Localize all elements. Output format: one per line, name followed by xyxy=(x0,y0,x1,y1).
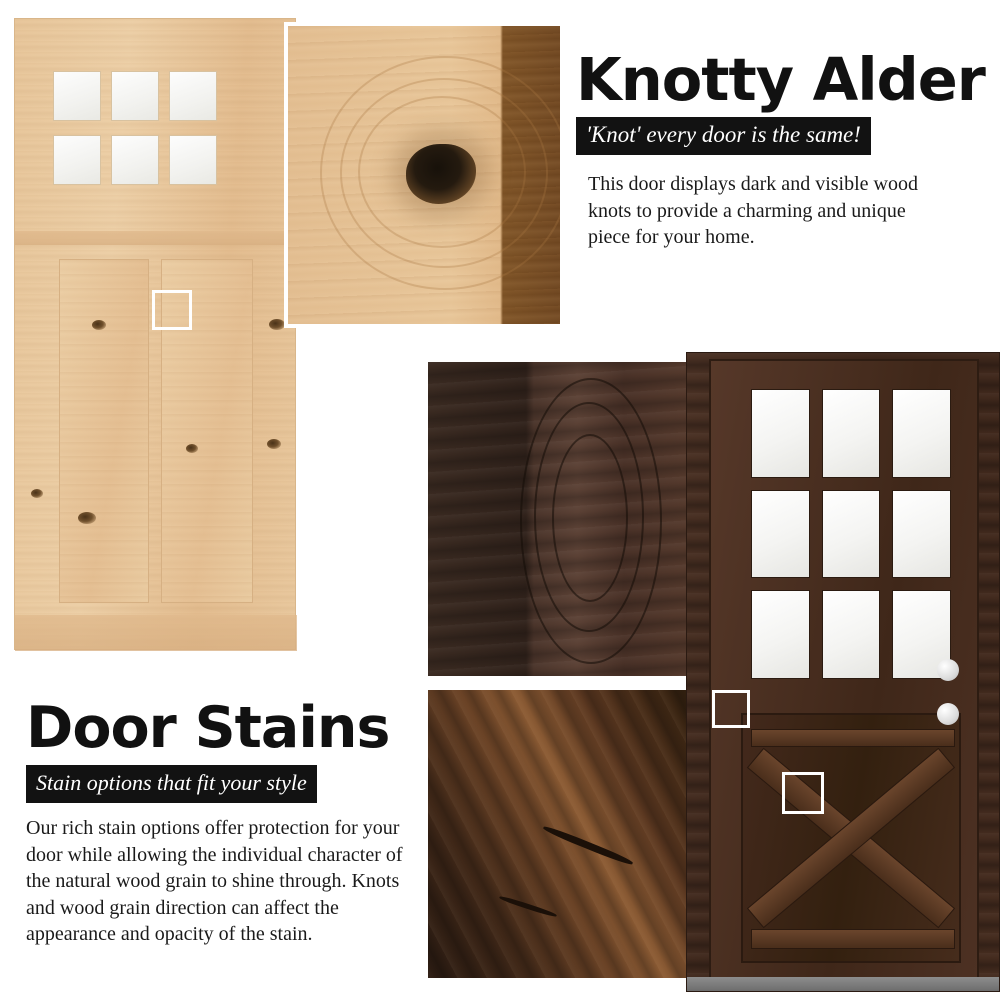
glass-pane xyxy=(892,490,951,579)
knotty-alder-title: Knotty Alder xyxy=(576,45,985,114)
door-stains-subtitle: Stain options that fit your style xyxy=(26,765,317,803)
door-panel-left xyxy=(59,259,149,603)
wood-knot xyxy=(92,320,106,330)
glass-pane xyxy=(751,590,810,679)
knotty-alder-subtitle: 'Knot' every door is the same! xyxy=(576,117,871,155)
wood-crack xyxy=(499,895,558,918)
wood-knot xyxy=(267,439,281,449)
dark-door-image xyxy=(686,352,1000,992)
glass-pane xyxy=(111,135,159,185)
wood-knot xyxy=(186,444,198,453)
glass-pane xyxy=(751,389,810,478)
warm-stain-swatch-image xyxy=(424,686,690,982)
glass-pane xyxy=(111,71,159,121)
knot-closeup-image xyxy=(284,22,564,328)
knotty-alder-body: This door displays dark and visible wood knots to provide a charming and unique piece for your home. xyxy=(588,173,918,249)
glass-pane xyxy=(822,389,881,478)
light-door-image xyxy=(14,18,296,650)
panel-bottom-bar xyxy=(751,929,955,949)
dark-door-zoom-marker-top xyxy=(712,690,750,728)
light-door-glass-row-2 xyxy=(53,135,217,185)
wood-knot xyxy=(269,319,285,330)
door-stains-title: Door Stains xyxy=(26,695,390,761)
wood-crack xyxy=(542,824,634,866)
wood-knot xyxy=(78,512,96,524)
door-bottom-rail xyxy=(15,615,297,651)
wood-knot xyxy=(31,489,43,498)
door-rail xyxy=(15,231,297,245)
panel-top-bar xyxy=(751,729,955,747)
glass-pane xyxy=(892,389,951,478)
light-door-zoom-marker xyxy=(152,290,192,330)
glass-pane xyxy=(53,71,101,121)
door-threshold xyxy=(687,977,999,991)
door-frame xyxy=(709,359,979,987)
glass-pane xyxy=(822,590,881,679)
glass-pane xyxy=(822,490,881,579)
knotty-alder-section xyxy=(576,45,990,251)
light-door-glass-row-1 xyxy=(53,71,217,121)
glass-pane xyxy=(751,490,810,579)
door-stains-body: Our rich stain options offer protection for your door while allowing the individual character of the natural wood grain to shine through. Knots and wood grain direction can affect the appearance and opacity of the stain. xyxy=(26,817,403,946)
dark-door-zoom-marker-bottom xyxy=(782,772,824,814)
grain-ring xyxy=(552,434,628,602)
glass-pane xyxy=(53,135,101,185)
door-x-panel xyxy=(741,713,961,963)
door-stains-section xyxy=(26,695,418,948)
dark-door-glass-grid xyxy=(751,389,951,679)
glass-pane xyxy=(169,71,217,121)
door-handle-lower[interactable] xyxy=(937,703,959,725)
door-handle-upper[interactable] xyxy=(937,659,959,681)
dark-stain-swatch-image xyxy=(424,358,690,680)
glass-pane xyxy=(169,135,217,185)
